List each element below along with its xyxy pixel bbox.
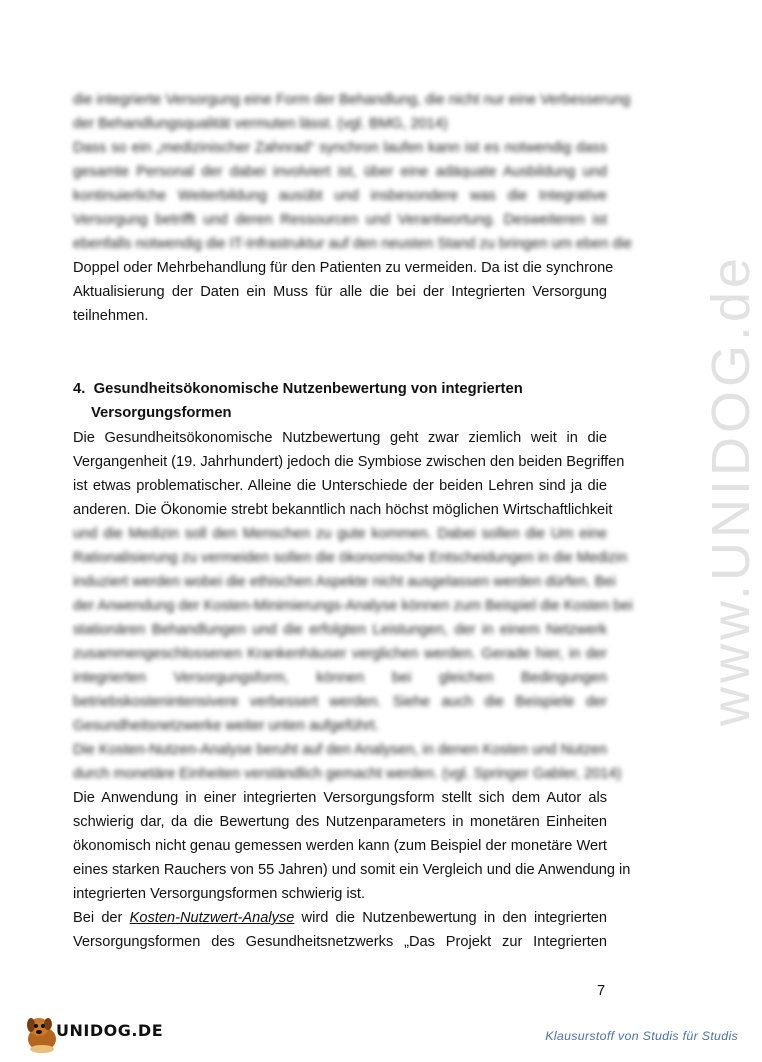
text-fragment: Bei der [73,910,123,926]
blurred-text-line: integrierten Versorgungsform, können bei gleichen Bedingungen [73,670,607,686]
blurred-text-line: Gesundheitsnetzwerke weiter unten aufgeführt. [73,718,379,734]
body-text-line [73,906,607,930]
page-number: 7 [597,983,606,999]
blurred-text-line: zusammengeschlossenen Krankenhäuser verglichen werden. Gerade hier, in der [73,646,607,662]
blurred-text-line: Dass so ein „medizinischer Zahnrad“ synchron laufen kann ist es notwendig dass [73,140,607,156]
body-text-line: schwierig dar, da die Bewertung des Nutzenparameters in monetären Einheiten [73,814,607,830]
logo-text: UNIDOG.DE [56,1021,164,1040]
body-text-line: Die Anwendung in einer integrierten Versorgungsform stellt sich dem Autor als [73,790,607,806]
blurred-text-line: induziert werden wobei die ethischen Aspekte nicht ausgelassen werden dürfen. Bei [73,574,616,590]
text-fragment: wird die Nutzenbewertung in den integrierten [301,910,608,926]
blurred-text-line: ebenfalls notwendig die IT-Infrastruktur auf den neusten Stand zu bringen um eben die [73,236,632,252]
body-text-line: Die Gesundheitsökonomische Nutzbewertung geht zwar ziemlich weit in die [73,430,607,446]
blurred-text-line: Die Kosten-Nutzen-Analyse beruht auf den Analysen, in denen Kosten und Nutzen [73,742,607,758]
body-text-line: Aktualisierung der Daten ein Muss für alle die bei der Integrierten Versorgung [73,284,607,300]
body-text-line: ist etwas problematischer. Alleine die Unterschiede der beiden Lehren sind ja die [73,478,607,494]
blurred-text-line: Rationalisierung zu vermeiden sollen die ökonomische Entscheidungen in die Medizin [73,550,628,566]
blurred-text-line: betriebskostenintensivere verbessert werden. Siehe auch die Beispiele der [73,694,607,710]
blurred-text-line: der Anwendung der Kosten-Minimierungs-Analyse können zum Beispiel die Kosten bei [73,598,633,614]
body-text-line: ökonomisch nicht genau gemessen werden kann (zum Beispiel der monetäre Wert [73,838,607,854]
section-title-line2: Versorgungsformen [91,405,232,421]
blurred-text-line: Versorgung betrifft und deren Ressourcen und Verantwortung. Desweiteren ist [73,212,607,228]
body-text-line: Vergangenheit (19. Jahrhundert) jedoch die Symbiose zwischen den beiden Begriffen [73,454,625,470]
body-text-line: integrierten Versorgungsformen schwierig ist. [73,886,366,902]
section-heading [73,377,607,401]
kosten-nutzwert-analyse-link[interactable]: Kosten-Nutzwert-Analyse [129,910,295,926]
blurred-text-line: die integrierte Versorgung eine Form der Behandlung, die nicht nur eine Verbesserung [73,92,631,108]
body-text-line: Doppel oder Mehrbehandlung für den Patienten zu vermeiden. Da ist die synchrone [73,260,614,276]
body-text-line: eines starken Rauchers von 55 Jahren) und somit ein Vergleich und die Anwendung in [73,862,631,878]
blurred-text-line: der Behandlungsqualität vermuten lässt. (vgl. BMG, 2014) [73,116,448,132]
body-text-line: teilnehmen. [73,308,149,324]
section-title-line1: Gesundheitsökonomische Nutzenbewertung von integrierten [93,381,523,397]
unidog-logo [22,1013,164,1055]
body-text-line: anderen. Die Ökonomie strebt bekanntlich nach höchst möglichen Wirtschaftlichkeit [73,502,613,518]
watermark: www.UNIDOG.de [701,253,761,727]
blurred-text-line: und die Medizin soll den Menschen zu gute kommen. Dabei sollen die Um eine [73,526,607,542]
blurred-text-line: kontinuierliche Weiterbildung ausübt und insbesondere was die Integrative [73,188,607,204]
footer-tagline: Klausurstoff von Studis für Studis [545,1029,738,1043]
blurred-text-line: durch monetäre Einheiten verständlich gemacht werden. (vgl. Springer Gabler, 2014) [73,766,622,782]
body-text-line: Versorgungsformen des Gesundheitsnetzwerks „Das Projekt zur Integrierten [73,934,607,950]
blurred-text-line: gesamte Personal der dabei involviert ist, über eine adäquate Ausbildung und [73,164,607,180]
blurred-text-line: stationären Behandlungen und die erfolgten Leistungen, der in einem Netzwerk [73,622,607,638]
section-number: 4. [73,381,86,397]
